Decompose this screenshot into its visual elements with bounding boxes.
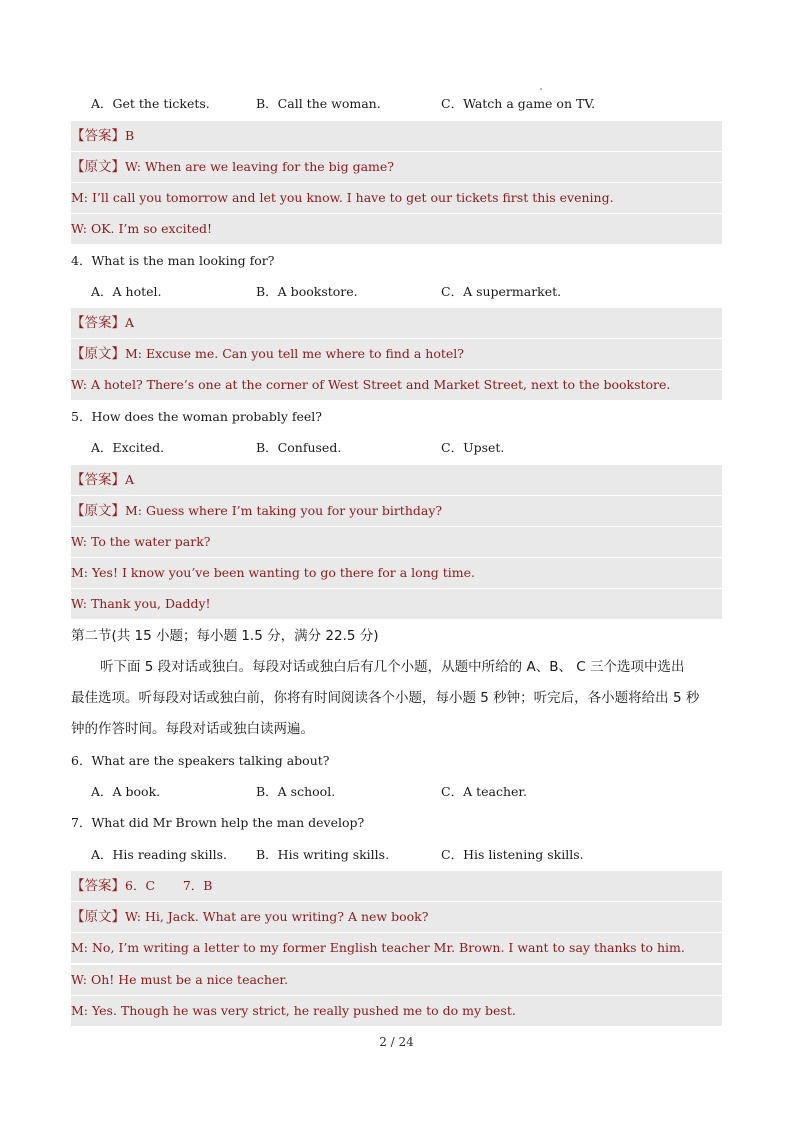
q3-options [71,89,722,119]
q3-option-c: C．Watch a game on TV. [441,96,596,111]
answer-label: 【答案】 [71,315,125,331]
answer-value: A [125,472,135,487]
q5-transcript-line: W: To the water park? [71,527,722,557]
answer-value: A [125,315,135,330]
q6-option-b: B．A school. [256,784,336,799]
q4-transcript-line [71,339,722,369]
q5-transcript-line: M: Yes! I know you’ve been wanting to go there for a long time. [71,558,722,588]
q67-answer [71,871,722,901]
q5-transcript-line: W: Thank you, Daddy! [71,589,722,619]
q67-transcript-line: W: Oh! He must be a nice teacher. [71,965,722,995]
q4-transcript-line: W: A hotel? There’s one at the corner of West Street and Market Street, next to the bookstore. [71,370,722,400]
q67-transcript-line: M: Yes. Though he was very strict, he really pushed me to do my best. [71,996,722,1026]
q7-question: 7．What did Mr Brown help the man develop? [71,815,365,830]
transcript-label: 【原文】 [71,346,125,362]
answer-label: 【答案】 [71,878,125,894]
q5-transcript-line [71,496,722,526]
q4-option-a: A．A hotel. [91,284,162,299]
page-number: 2 / 24 [379,1035,414,1049]
section-instructions-line: 听下面 5 段对话或独白。每段对话或独白后有几个小题，从题中所给的 A、B、 C 三个选项中选出 [100,659,685,675]
q5-question: 5．How does the woman probably feel? [71,409,322,424]
answer-value: 6．C 7．B [125,878,213,893]
q4-question: 4．What is the man looking for? [71,253,275,268]
q6-question: 6．What are the speakers talking about? [71,753,330,768]
q7-option-b: B．His writing skills. [256,847,390,862]
q4-option-c: C．A supermarket. [441,284,562,299]
q6-option-c: C．A teacher. [441,784,527,799]
q5-option-a: A．Excited. [91,440,165,455]
transcript-label: 【原文】 [71,503,125,519]
answer-label: 【答案】 [71,128,125,144]
q3-option-a: A．Get the tickets. [91,96,210,111]
q4-option-b: B．A bookstore. [256,284,358,299]
q5-options [71,433,722,463]
transcript-text: M: Excuse me. Can you tell me where to find a hotel? [125,346,464,361]
q7-option-a: A．His reading skills. [91,847,228,862]
q3-answer [71,121,722,151]
q3-transcript-line: M: I’ll call you tomorrow and let you know. I have to get our tickets first this evening. [71,183,722,213]
q7-options [71,840,722,870]
section-heading: 第二节(共 15 小题；每小题 1.5 分，满分 22.5 分) [71,628,379,644]
q3-option-b: B．Call the woman. [256,96,381,111]
q5-answer [71,465,722,495]
transcript-label: 【原文】 [71,909,125,925]
section-instructions-line: 最佳选项。听每段对话或独白前，你将有时间阅读各个小题，每小题 5 秒钟；听完后，各小题将给出 5 秒 [71,690,700,706]
transcript-text: W: Hi, Jack. What are you writing? A new book? [125,909,429,924]
q4-options [71,277,722,307]
q6-options [71,777,722,807]
answer-label: 【答案】 [71,472,125,488]
q5-option-c: C．Upset. [441,440,505,455]
transcript-text: W: When are we leaving for the big game? [125,159,394,174]
q7-option-c: C．His listening skills. [441,847,584,862]
transcript-text: M: Guess where I’m taking you for your birthday? [125,503,443,518]
answer-value: B [125,128,135,143]
q3-transcript-line: W: OK. I’m so excited! [71,214,722,244]
q4-answer [71,308,722,338]
q5-option-b: B．Confused. [256,440,342,455]
section-instructions-line: 钟的作答时间。每段对话或独白读两遍。 [71,721,314,737]
q67-transcript-line: M: No, I’m writing a letter to my former English teacher Mr. Brown. I want to say thanks to him. [71,933,722,963]
q3-transcript-line [71,152,722,182]
transcript-label: 【原文】 [71,159,125,175]
q6-option-a: A．A book. [91,784,161,799]
q67-transcript-line [71,902,722,932]
